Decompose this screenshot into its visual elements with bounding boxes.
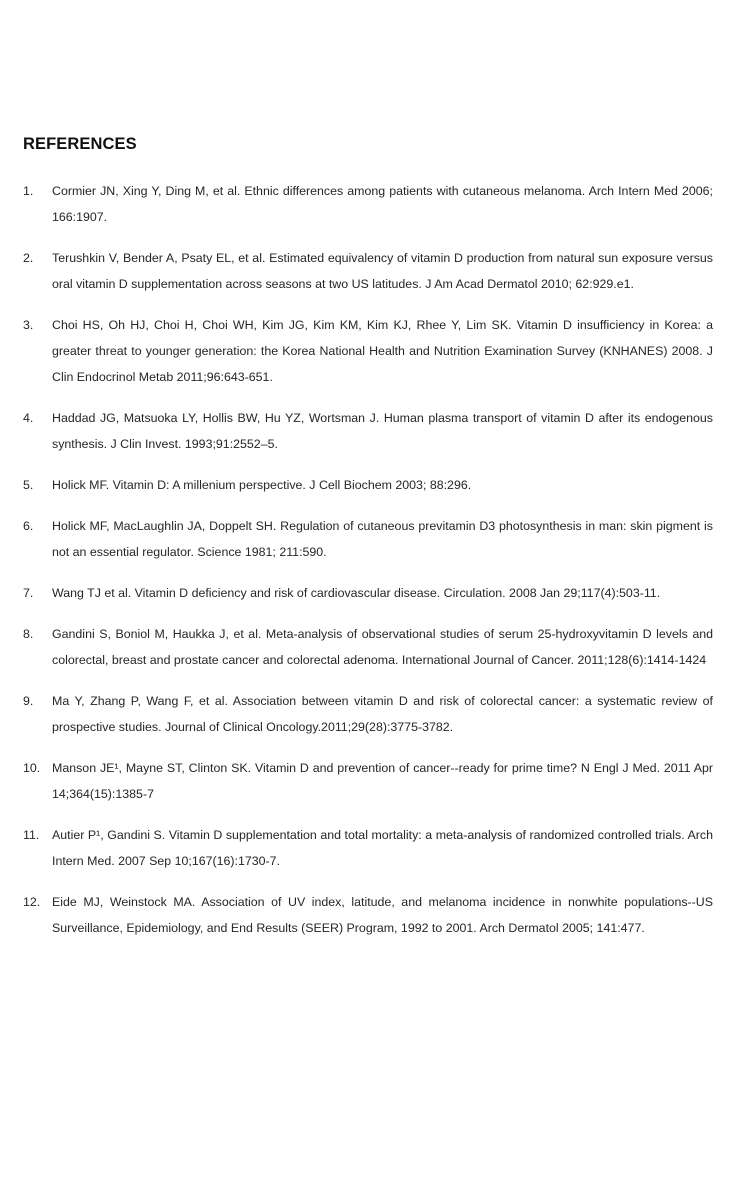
reference-text: Terushkin V, Bender A, Psaty EL, et al. Estimated equivalency of vitamin D production from natural sun exposure versus oral vitamin D supplementation across seasons at two US latitudes. J Am Acad Dermatol 2010; 62:929.e1. bbox=[52, 251, 713, 291]
reference-number: 1. bbox=[23, 184, 34, 198]
reference-number: 5. bbox=[23, 478, 34, 492]
reference-text: Cormier JN, Xing Y, Ding M, et al. Ethnic differences among patients with cutaneous melanoma. Arch Intern Med 2006; 166:1907. bbox=[52, 184, 713, 224]
reference-text: Eide MJ, Weinstock MA. Association of UV index, latitude, and melanoma incidence in nonwhite populations--US Surveillance, Epidemiology, and End Results (SEER) Program, 1992 to 2001. Arch Dermatol 2005; 141:477. bbox=[52, 895, 713, 935]
reference-text: Holick MF, MacLaughlin JA, Doppelt SH. Regulation of cutaneous previtamin D3 photosynthesis in man: skin pigment is not an essential regulator. Science 1981; 211:590. bbox=[52, 519, 713, 559]
references-heading: REFERENCES bbox=[23, 135, 137, 153]
reference-text: Autier P¹, Gandini S. Vitamin D supplementation and total mortality: a meta-analysis of randomized controlled trials. Arch Intern Med. 2007 Sep 10;167(16):1730-7. bbox=[52, 828, 713, 868]
reference-item-10 bbox=[23, 755, 713, 807]
reference-text: Manson JE¹, Mayne ST, Clinton SK. Vitamin D and prevention of cancer--ready for prime time? N Engl J Med. 2011 Apr 14;364(15):1385-7 bbox=[52, 761, 713, 801]
reference-item-9 bbox=[23, 688, 713, 740]
reference-number: 3. bbox=[23, 318, 34, 332]
reference-item-12 bbox=[23, 889, 713, 941]
reference-number: 4. bbox=[23, 411, 34, 425]
reference-number: 9. bbox=[23, 694, 34, 708]
reference-text: Choi HS, Oh HJ, Choi H, Choi WH, Kim JG, Kim KM, Kim KJ, Rhee Y, Lim SK. Vitamin D insufficiency in Korea: a greater threat to younger generation: the Korea National Health and Nutrition Examination Survey (KNHANES) 2008. J Clin Endocrinol Metab 2011;96:643-651. bbox=[52, 318, 713, 384]
reference-item-5 bbox=[23, 472, 713, 498]
reference-number: 10. bbox=[23, 761, 41, 775]
reference-number: 8. bbox=[23, 627, 34, 641]
reference-text: Haddad JG, Matsuoka LY, Hollis BW, Hu YZ, Wortsman J. Human plasma transport of vitamin D after its endogenous synthesis. J Clin Invest. 1993;91:2552–5. bbox=[52, 411, 713, 451]
reference-text: Gandini S, Boniol M, Haukka J, et al. Meta-analysis of observational studies of serum 25-hydroxyvitamin D levels and colorectal, breast and prostate cancer and colorectal adenoma. International Journal of Cancer. 2011;128(6):1414-1424 bbox=[52, 627, 713, 667]
reference-item-8 bbox=[23, 621, 713, 673]
reference-number: 2. bbox=[23, 251, 34, 265]
reference-number: 11. bbox=[23, 828, 40, 842]
reference-item-4 bbox=[23, 405, 713, 457]
reference-item-6 bbox=[23, 513, 713, 565]
reference-item-11 bbox=[23, 822, 713, 874]
reference-text: Holick MF. Vitamin D: A millenium perspective. J Cell Biochem 2003; 88:296. bbox=[52, 478, 472, 492]
reference-text: Ma Y, Zhang P, Wang F, et al. Association between vitamin D and risk of colorectal cancer: a systematic review of prospective studies. Journal of Clinical Oncology.2011;29(28):3775-3782. bbox=[52, 694, 713, 734]
reference-number: 6. bbox=[23, 519, 34, 533]
reference-item-7 bbox=[23, 580, 713, 606]
reference-number: 7. bbox=[23, 586, 34, 600]
reference-item-1 bbox=[23, 178, 713, 230]
reference-text: Wang TJ et al. Vitamin D deficiency and risk of cardiovascular disease. Circulation. 2008 Jan 29;117(4):503-11. bbox=[52, 586, 661, 600]
reference-item-3 bbox=[23, 312, 713, 390]
reference-list bbox=[23, 178, 713, 956]
reference-number: 12. bbox=[23, 895, 41, 909]
reference-item-2 bbox=[23, 245, 713, 297]
